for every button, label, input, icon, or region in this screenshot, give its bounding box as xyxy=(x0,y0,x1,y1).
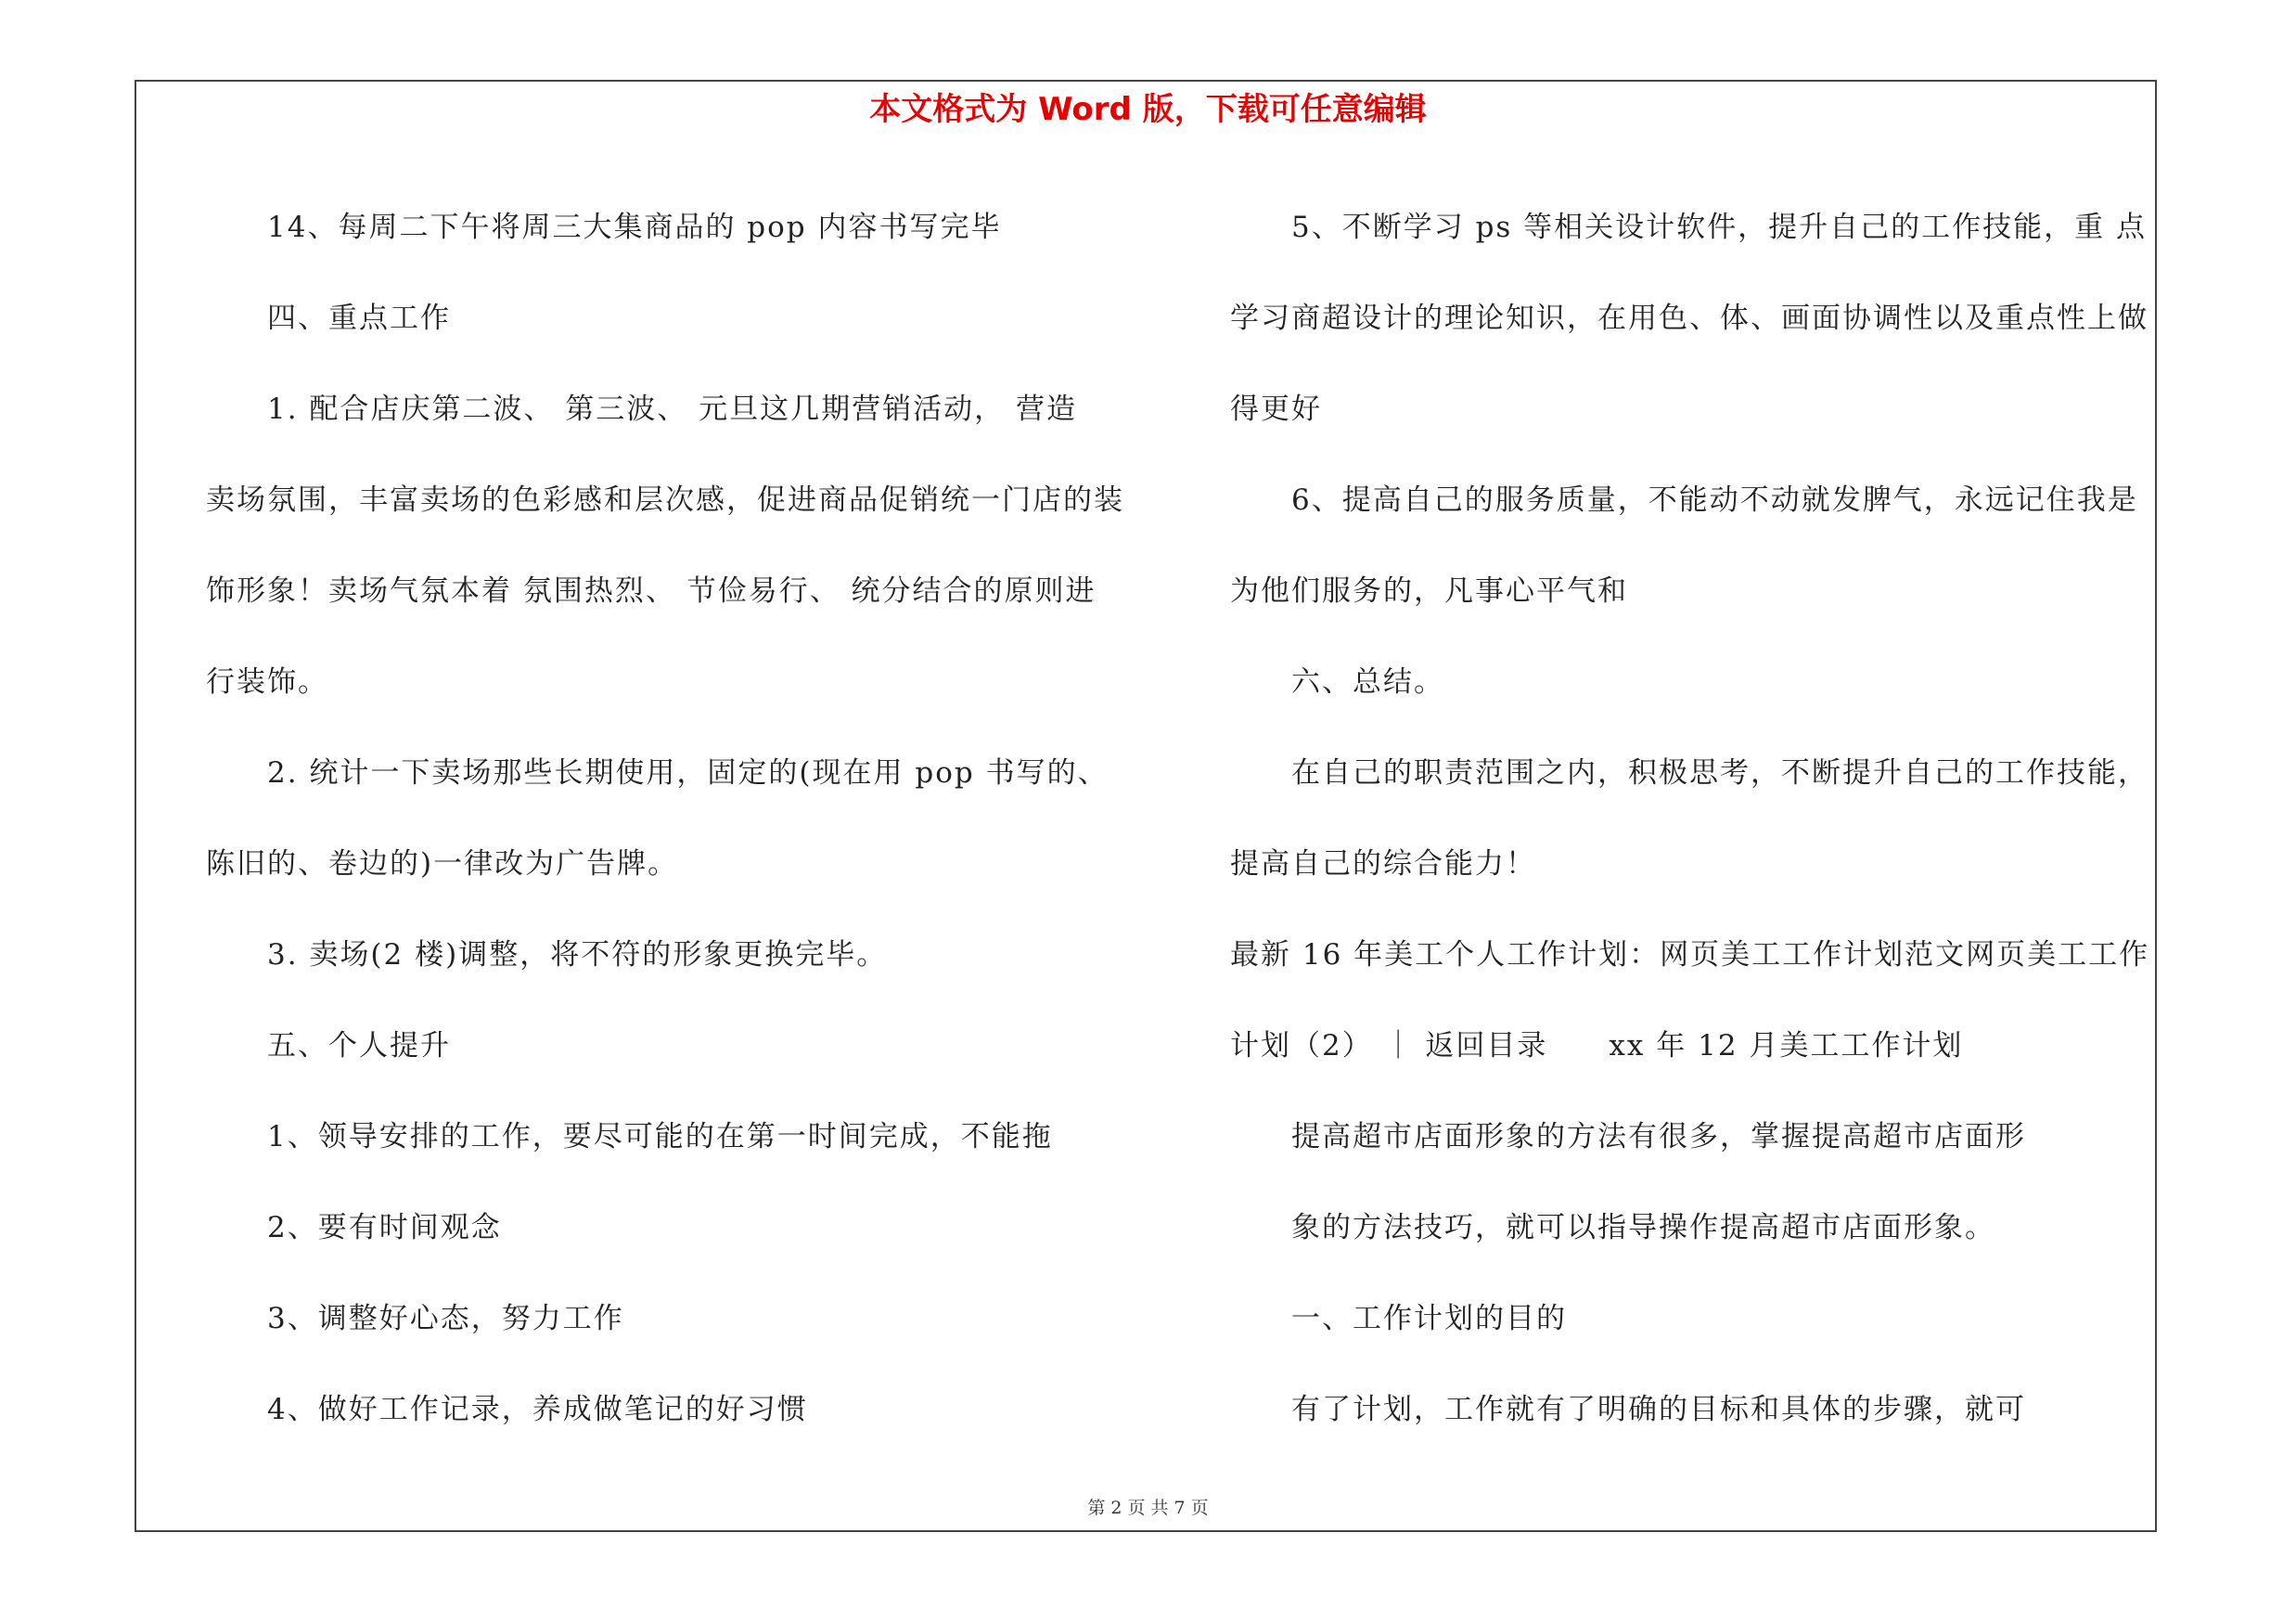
document-banner: 本文格式为 Word 版，下载可任意编辑 xyxy=(869,91,1427,128)
page-number: 第 2 页 共 7 页 xyxy=(1087,1498,1209,1518)
text-line: 提高自己的综合能力！ xyxy=(1230,847,1536,881)
text-line: 4、做好工作记录，养成做笔记的好习惯 xyxy=(267,1393,808,1426)
text-line: 3、调整好心态，努力工作 xyxy=(267,1302,624,1335)
text-line: 5、不断学习 ps 等相关设计软件，提升自己的工作技能，重 点 xyxy=(1291,211,2148,244)
text-line: 1. 配合店庆第二波、 第三波、 元旦这几期营销活动， 营造 xyxy=(267,393,1077,426)
left-text-column xyxy=(206,182,1143,1455)
text-line: 为他们服务的，凡事心平气和 xyxy=(1230,574,1628,608)
related-article-links: 计划（2） ｜ 返回目录 xx 年 12 月美工工作计划 xyxy=(1230,1029,1964,1063)
text-line: 提高超市店面形象的方法有很多，掌握提高超市店面形 xyxy=(1291,1120,2026,1153)
text-line: 象的方法技巧，就可以指导操作提高超市店面形象。 xyxy=(1291,1211,1995,1244)
text-line: 行装饰。 xyxy=(206,665,328,699)
text-line: 1、领导安排的工作，要尽可能的在第一时间完成，不能拖 xyxy=(267,1120,1053,1153)
text-line: 陈旧的、卷边的)一律改为广告牌。 xyxy=(206,847,679,881)
text-line: 在自己的职责范围之内，积极思考，不断提升自己的工作技能， xyxy=(1291,756,2148,790)
text-line: 14、每周二下午将周三大集商品的 pop 内容书写完毕 xyxy=(267,211,1002,244)
text-line: 6、提高自己的服务质量，不能动不动就发脾气，永远记住我是 xyxy=(1291,483,2138,517)
section-heading: 六、总结。 xyxy=(1291,665,1444,699)
right-text-column xyxy=(1230,182,2148,1455)
text-line: 得更好 xyxy=(1230,393,1322,426)
section-heading: 一、工作计划的目的 xyxy=(1291,1302,1567,1335)
text-line: 2、要有时间观念 xyxy=(267,1211,502,1244)
section-heading: 五、个人提升 xyxy=(267,1029,451,1063)
text-line: 卖场氛围，丰富卖场的色彩感和层次感，促进商品促销统一门店的装 xyxy=(206,483,1124,517)
section-heading: 四、重点工作 xyxy=(267,302,451,335)
text-line: 3. 卖场(2 楼)调整，将不符的形象更换完毕。 xyxy=(267,938,888,972)
text-line: 有了计划，工作就有了明确的目标和具体的步骤，就可 xyxy=(1291,1393,2026,1426)
text-line: 饰形象！卖场气氛本着 氛围热烈、 节俭易行、 统分结合的原则进 xyxy=(206,574,1097,608)
text-line: 2. 统计一下卖场那些长期使用，固定的(现在用 pop 书写的、 xyxy=(267,756,1109,790)
text-line: 学习商超设计的理论知识，在用色、体、画面协调性以及重点性上做 xyxy=(1230,302,2148,335)
related-article-title: 最新 16 年美工个人工作计划：网页美工工作计划范文网页美工工作 xyxy=(1230,938,2150,972)
